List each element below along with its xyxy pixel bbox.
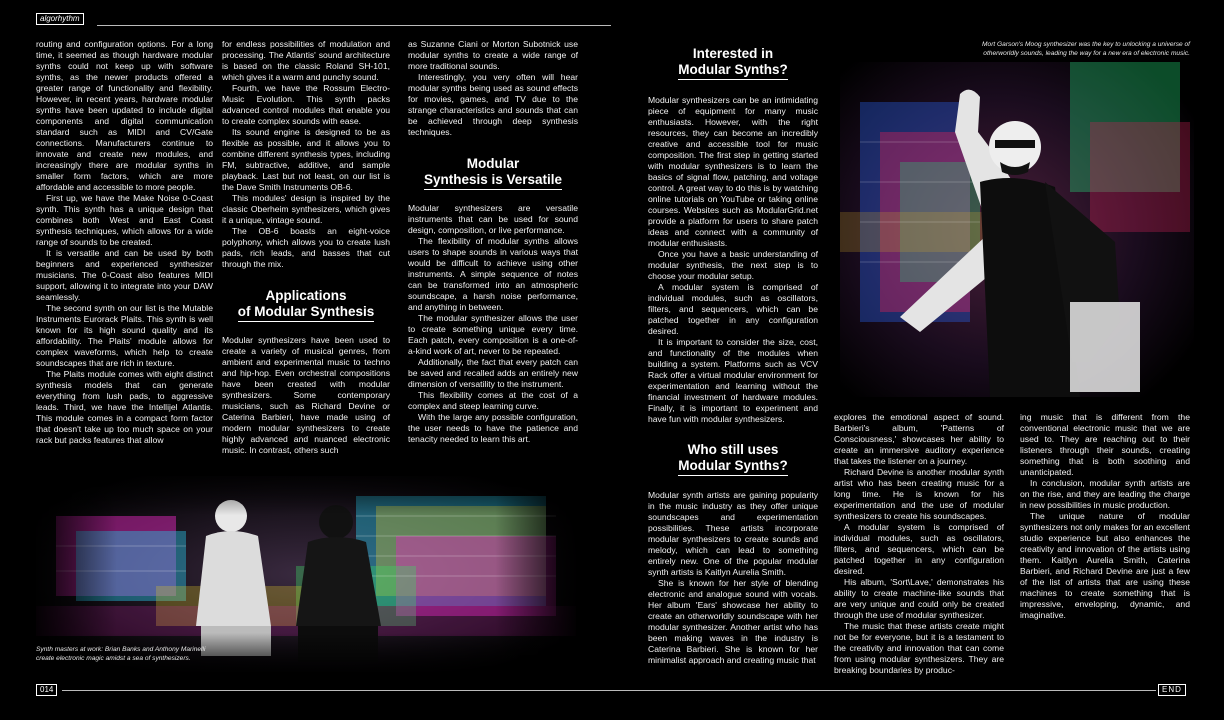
paragraph: The modular synthesizer allows the user to create something unique every time. Each patch, every composition is a one-of-a-kind work of art, never to be repeated.: [408, 313, 578, 356]
heading-line: Modular Synths?: [678, 458, 788, 476]
brand-label: algorhythm: [36, 13, 84, 25]
column-1: [36, 39, 213, 446]
portrait-photo-art: [840, 62, 1194, 397]
paragraph: The flexibility of modular synths allows users to shape sounds in various ways that would be difficult to achieve using other instruments. A simple sequence of notes can be transformed into an atmospheric soundscape, a harsh noise performance, and anything in between.: [408, 236, 578, 312]
column-3: [408, 39, 578, 138]
studio-photo-icon: [36, 476, 576, 672]
column-6: [834, 412, 1004, 676]
paragraph: It is versatile and can be used by both beginners and experienced synthesizer musicians. The 0-Coast also features MIDI support, allowing it to integrate into your DAW seamlessly.: [36, 248, 213, 302]
header-rule: [97, 25, 611, 26]
paragraph: First up, we have the Make Noise 0-Coast synth. This synth has a unique design that combines both West and East Coast synthesis techniques, which allows for a wide range of sounds to be created.: [36, 193, 213, 247]
caption-line: Synth masters at work: Brian Banks and Anthony Marinelli: [36, 646, 206, 653]
paragraph: This flexibility comes at the cost of a complex and steep learning curve.: [408, 390, 578, 411]
paragraph: Interestingly, you very often will hear modular synths being used as sound effects for movies, games, and TV due to the strange characteristics and sounds that can be achieved through deep synthesis techniques.: [408, 72, 578, 137]
paragraph: A modular system is comprised of individual modules, such as oscillators, filters, and sequencers, which can be patched together in any configuration desired.: [648, 282, 818, 336]
paragraph: The music that these artists create might not be for everyone, but it is a testament to the creativity and innovation that can come from using modular synthesizers. They are breaking boundaries by produc-: [834, 621, 1004, 675]
caption-line: Mort Garson's Moog synthesizer was the key to unlocking a universe of: [982, 41, 1190, 48]
paragraph: The second synth on our list is the Mutable Instruments Eurorack Plaits. This synth is well known for its high sound quality and its affordability. The Plaits' module allows for complex waveforms, which help to create soundscapes that are rich in texture.: [36, 303, 213, 368]
paragraph: Modular synthesizers are versatile instruments that can be used for sound design, composition, or live performance.: [408, 203, 578, 235]
paragraph: The Plaits module comes with eight distinct synthesis models that can generate everything from lush pads, to aggressive leads. Third, we have the Intellijel Atlantis. This module comes in a compact form factor that doesn't take up too much space on your rack but packs features that allow: [36, 369, 213, 445]
paragraph: The unique nature of modular synthesizers not only makes for an excellent studio experience but also enhances the creativity and innovation of the artists using them. Kaitlyn Aurelia Smith, Caterina Barbieri, and Richard Devine are just a few of the list of artists that are using these machines to create something that is impressive, enveloping, dynamic, and imaginative.: [1020, 511, 1190, 620]
column-2: [222, 39, 390, 270]
end-label: END: [1158, 684, 1186, 696]
caption-line: create electronic magic amidst a sea of synthesizers.: [36, 654, 191, 662]
paragraph: Its sound engine is designed to be as flexible as possible, and it allows you to combine different synthesis types, including FM, subtractive, additive, and sample playback. Last but not least, on our list is the Dave Smith Instruments OB-6.: [222, 127, 390, 192]
footer-rule: [62, 690, 1156, 691]
heading-line: Applications: [265, 288, 347, 303]
who-heading: [648, 442, 818, 476]
studio-photo-art: [36, 476, 576, 672]
paragraph: explores the emotional aspect of sound. Barbieri's album, 'Patterns of Consciousness,' showcases her ability to create an immersive auditory experience that takes the listener on a journey.: [834, 412, 1004, 466]
paragraph: Modular synthesizers can be an intimidating piece of equipment for many music enthusiasts. However, with the right resources, they can become an incredibly creative and accessible tool for music composition. The first step in getting started with modular synthesizers is to learn the basics of signal flow, patching, and voltage control. A great way to do this is by watching online tutorials on YouTube or taking online courses. Websites such as ModularGrid.net provide a platform for users to share patch ideas and connect with a community of modular enthusiasts.: [648, 95, 818, 248]
paragraph: Modular synth artists are gaining popularity in the music industry as they offer unique soundscapes and experimentation possibilities. These artists incorporate modular synthesizers to create sounds and melody, which can lead to something entirely new. One of the popular modular synth artists is Kaitlyn Aurelia Smith.: [648, 490, 818, 577]
heading-line: of Modular Synthesis: [238, 304, 375, 322]
paragraph: routing and configuration options. For a long time, it seemed as though hardware modular synths could not keep up with software synths, as the newer products offered a greater range of functionality and flexibility. However, in recent years, hardware modular synths have been updated to include digital components and digital communication standard such as MIDI and CV/Gate connections. Manufacturers continue to innovate and create new modules, and increasingly there are modular synths in smaller form factors, which are more affordable and accessible to more people.: [36, 39, 213, 192]
heading-line: Who still uses: [687, 442, 779, 457]
column-7: [1020, 412, 1190, 621]
paragraph: The OB-6 boasts an eight-voice polyphony, which allows you to create lush pads, rich leads, and basses that cut through the mix.: [222, 226, 390, 269]
paragraph: With the large any possible configuration, the user needs to have the patience and tenacity needed to learn this art.: [408, 412, 578, 444]
right-photo-caption: [900, 41, 1190, 58]
interested-body: [648, 95, 818, 425]
paragraph: ing music that is different from the conventional electronic music that we are used to. They are reaching out to their listeners through their sounds, creating something that is both soothing and unanticipated.: [1020, 412, 1190, 477]
heading-line: Synthesis is Versatile: [424, 172, 562, 190]
left-photo-caption: [36, 646, 296, 663]
portrait-photo-icon: [840, 62, 1194, 397]
paragraph: for endless possibilities of modulation and processing. The Atlantis' sound architecture is based on the classic Roland SH-101, which gives it a warm and punchy sound.: [222, 39, 390, 82]
paragraph: A modular system is comprised of individual modules, such as oscillators, filters, and sequencers, which can be patched together in any configuration desired.: [834, 522, 1004, 576]
paragraph: Once you have a basic understanding of modular synthesis, the next step is to choose your modular setup.: [648, 249, 818, 281]
caption-line: otherworldly sounds, leading the way for a new era of electronic music.: [983, 49, 1190, 57]
applications-heading: [222, 288, 390, 322]
interested-heading: [648, 46, 818, 80]
paragraph: as Suzanne Ciani or Morton Subotnick use modular synths to create a wide range of more traditional sounds.: [408, 39, 578, 71]
paragraph: Modular synthesizers have been used to create a variety of musical genres, from ambient and experimental music to techno and hip-hop. Even orchestral compositions have been created with modular synthesizers. Some contemporary musicians, such as Richard Devine or Caterina Barbieri, have made using of modern modular synthesizers to create highly advanced and nuanced electronic music. In contrast, others such: [222, 335, 390, 455]
paragraph: Fourth, we have the Rossum Electro-Music Evolution. This synth packs advanced control modules that enable you to create complex sounds with ease.: [222, 83, 390, 126]
paragraph: This modules' design is inspired by the classic Oberheim synthesizers, which gives it a unique, vintage sound.: [222, 193, 390, 225]
heading-line: Modular Synths?: [678, 62, 788, 80]
applications-body: [222, 335, 390, 456]
heading-line: Interested in: [692, 46, 774, 61]
paragraph: She is known for her style of blending electronic and analogue sound with vocals. Her album 'Ears' showcase her ability to create an otherworldly soundscape with her modular synthesizer. Another artist who has been making waves in the industry is Caterina Barbieri. She is known for her minimalist approach and creating music that: [648, 578, 818, 665]
versatile-heading: [408, 156, 578, 190]
versatile-body: [408, 203, 578, 445]
page-number: 014: [36, 684, 57, 696]
paragraph: Richard Devine is another modular synth artist who has been creating music for a long time. He is known for his experimentation and the use of modular synthesizers to create his soundscapes.: [834, 467, 1004, 521]
paragraph: His album, 'Sort\Lave,' demonstrates his ability to create machine-like sounds that are very unique and could only be created through the use of modular synthesizer.: [834, 577, 1004, 620]
paragraph: In conclusion, modular synth artists are on the rise, and they are leading the charge in new possibilities in music production.: [1020, 478, 1190, 510]
paragraph: It is important to consider the size, cost, and functionality of the modules when building a system. Platforms such as VCV Rack offer a virtual modular environment for experimentation and learning without the financial investment of hardware modules. Finally, it is important to experiment and have fun with modular synthesizers.: [648, 337, 818, 424]
paragraph: Additionally, the fact that every patch can be saved and recalled adds an entirely new dimension of versatility to the instrument.: [408, 357, 578, 389]
heading-line: Modular: [466, 156, 520, 171]
who-body: [648, 490, 818, 666]
